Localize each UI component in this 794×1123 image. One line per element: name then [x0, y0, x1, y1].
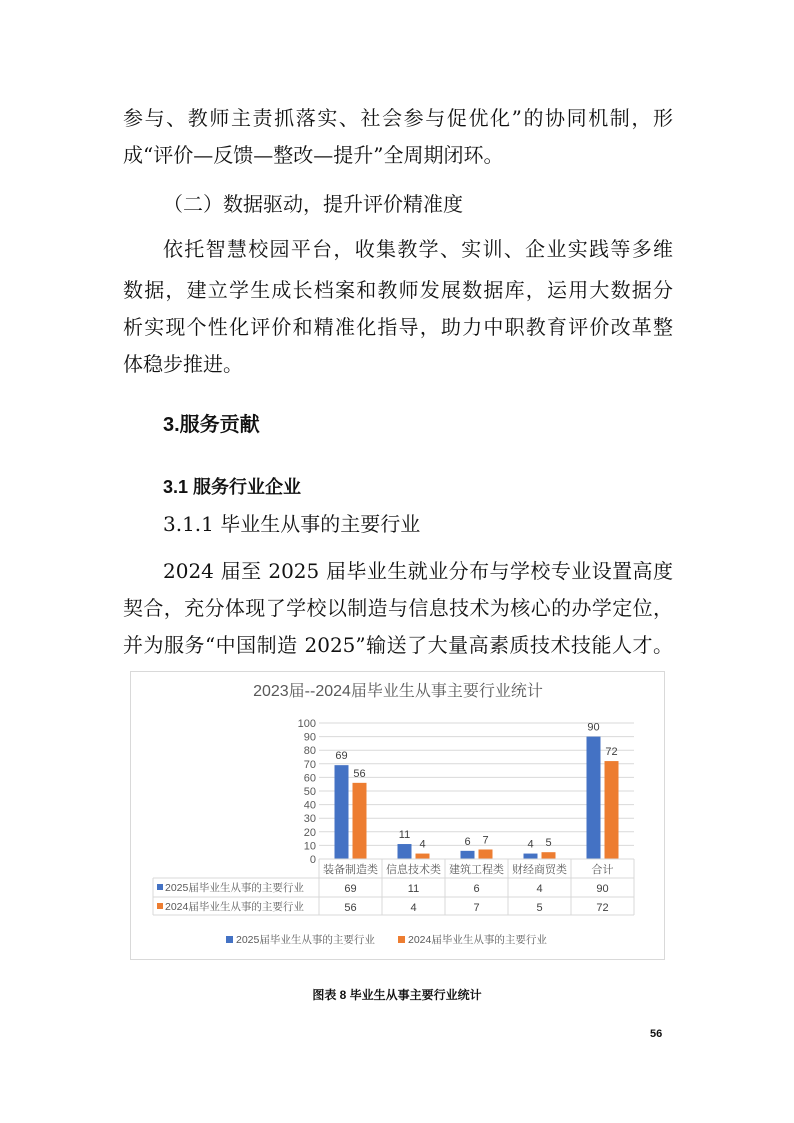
bar: [587, 737, 601, 859]
paragraph-line: 成“评价—反馈—整改—提升”全周期闭环。: [123, 143, 504, 167]
table-cell: 69: [344, 883, 357, 895]
data-label: 72: [605, 746, 618, 759]
table-cell: 90: [596, 883, 609, 895]
bar: [398, 844, 412, 859]
y-tick-label: 50: [303, 786, 316, 798]
chart-svg: [131, 672, 666, 961]
data-label: 69: [335, 750, 348, 763]
section-heading: 3.服务贡献: [163, 414, 260, 436]
legend-swatch: [226, 936, 233, 943]
category-label: 合计: [591, 864, 614, 876]
y-tick-label: 40: [303, 799, 316, 812]
table-cell: 11: [407, 883, 420, 895]
table-cell: 7: [473, 902, 480, 914]
table-cell: 6: [473, 883, 480, 895]
paragraph-line: 析实现个性化评价和精准化指导，助力中职教育评价改革整: [123, 315, 673, 339]
page-number: 56: [650, 1028, 663, 1040]
bar: [479, 849, 493, 859]
category-label: 财经商贸类: [512, 864, 567, 876]
table-cell: 72: [596, 902, 609, 914]
bar: [524, 854, 538, 859]
table-cell: 5: [536, 902, 543, 914]
category-label: 信息技术类: [386, 864, 441, 876]
data-label: 5: [545, 837, 552, 850]
y-tick-label: 100: [297, 718, 316, 730]
y-tick-label: 90: [303, 731, 316, 744]
y-tick-label: 10: [303, 840, 316, 853]
data-label: 90: [587, 721, 600, 734]
bar: [416, 854, 430, 859]
subheading: （二）数据驱动，提升评价精准度: [163, 192, 463, 216]
subsubsection-heading: 3.1.1 毕业生从事的主要行业: [163, 512, 421, 536]
subsection-heading: 3.1 服务行业企业: [163, 477, 302, 497]
paragraph-line: 并为服务“中国制造 2025”输送了大量高素质技术技能人才。: [123, 633, 673, 657]
paragraph-line: 数据，建立学生成长档案和教师发展数据库，运用大数据分: [123, 278, 673, 302]
figure-caption: 图表 8 毕业生从事主要行业统计: [312, 988, 482, 1002]
table-cell: 56: [344, 902, 357, 914]
chart-title: 2023届--2024届毕业生从事主要行业统计: [253, 683, 543, 700]
data-label: 6: [464, 835, 471, 848]
y-tick-label: 30: [303, 813, 316, 826]
y-tick-label: 80: [303, 745, 316, 758]
legend-key: [157, 884, 163, 890]
table-row-label: 2025届毕业生从事的主要行业: [165, 882, 304, 894]
legend-key: [157, 903, 163, 909]
y-tick-label: 20: [303, 826, 316, 839]
paragraph-line: 参与、教师主责抓落实、社会参与促优化”的协同机制，形: [123, 106, 673, 130]
paragraph-line: 依托智慧校园平台，收集教学、实训、企业实践等多维: [163, 237, 673, 261]
data-label: 4: [527, 838, 534, 851]
paragraph-line: 契合，充分体现了学校以制造与信息技术为核心的办学定位，: [123, 596, 673, 620]
paragraph-line: 体稳步推进。: [123, 352, 243, 376]
table-cell: 4: [536, 883, 543, 895]
data-label: 7: [482, 834, 489, 847]
category-label: 建筑工程类: [449, 864, 504, 876]
table-cell: 4: [410, 902, 417, 914]
paragraph-line: 2024 届至 2025 届毕业生就业分布与学校专业设置高度: [163, 559, 673, 583]
bar-chart: [130, 671, 665, 960]
bar: [542, 852, 556, 859]
bar: [353, 783, 367, 859]
data-label: 11: [398, 829, 411, 842]
y-tick-label: 0: [309, 854, 316, 866]
table-row-label: 2024届毕业生从事的主要行业: [165, 901, 304, 913]
category-label: 装备制造类: [323, 864, 378, 876]
bar: [335, 765, 349, 859]
bar: [461, 851, 475, 859]
data-label: 56: [353, 767, 366, 780]
y-tick-label: 60: [303, 772, 316, 785]
legend-swatch: [398, 936, 405, 943]
legend-label: 2024届毕业生从事的主要行业: [408, 934, 547, 946]
y-tick-label: 70: [303, 758, 316, 771]
bar: [605, 761, 619, 859]
legend-label: 2025届毕业生从事的主要行业: [236, 934, 375, 946]
data-label: 4: [419, 838, 426, 851]
